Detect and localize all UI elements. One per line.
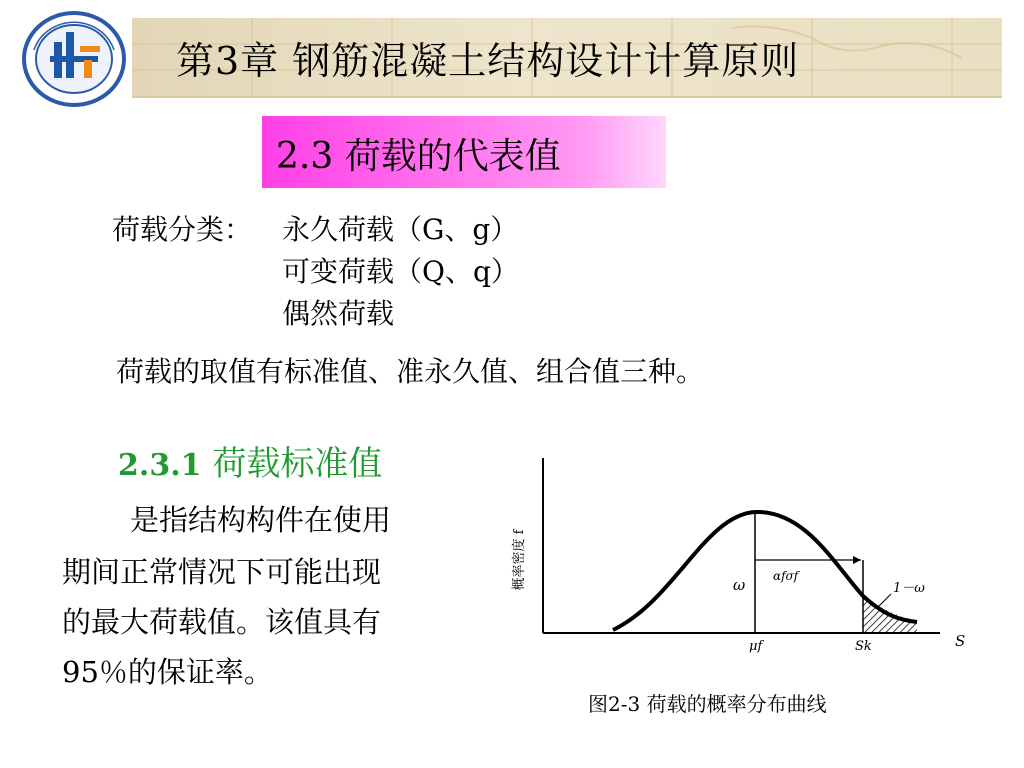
- university-logo: [20, 10, 128, 108]
- paragraph-line-1: 是指结构构件在使用: [130, 503, 392, 537]
- mean-label: μf: [749, 639, 763, 654]
- paragraph-line-4: 95％的保证率。: [62, 655, 273, 689]
- classification-label: 荷载分类：: [112, 213, 253, 246]
- sk-label: Sk: [855, 639, 872, 654]
- paragraph-line-3: 的最大荷载值。该值具有: [62, 605, 382, 639]
- probability-distribution-figure: [505, 440, 985, 680]
- figure-caption: 图2-3 荷载的概率分布曲线: [588, 692, 827, 716]
- alpha-sigma-label: αfσf: [773, 569, 799, 583]
- subsection-number: 2.3.1: [118, 448, 202, 483]
- subsection-title: 荷载标准值: [212, 444, 383, 484]
- section-title: 2.3 荷载的代表值: [276, 136, 561, 177]
- classification-item-variable: 可变荷载（Q、q）: [282, 255, 519, 288]
- classification-item-permanent: 永久荷载（G、g）: [282, 213, 519, 246]
- values-sentence: 荷载的取值有标准值、准永久值、组合值三种。: [116, 355, 705, 388]
- chapter-title: 第3章 钢筋混凝土结构设计计算原则: [176, 39, 800, 83]
- classification-item-accidental: 偶然荷载: [282, 297, 395, 330]
- paragraph-line-2: 期间正常情况下可能出现: [62, 555, 382, 589]
- omega-label: ω: [733, 576, 746, 594]
- y-axis-label: 概率密度 f: [512, 529, 527, 591]
- one-minus-omega-label: 1－ω: [893, 581, 925, 596]
- x-axis-label: S: [955, 632, 966, 650]
- subsection-heading: [118, 436, 382, 485]
